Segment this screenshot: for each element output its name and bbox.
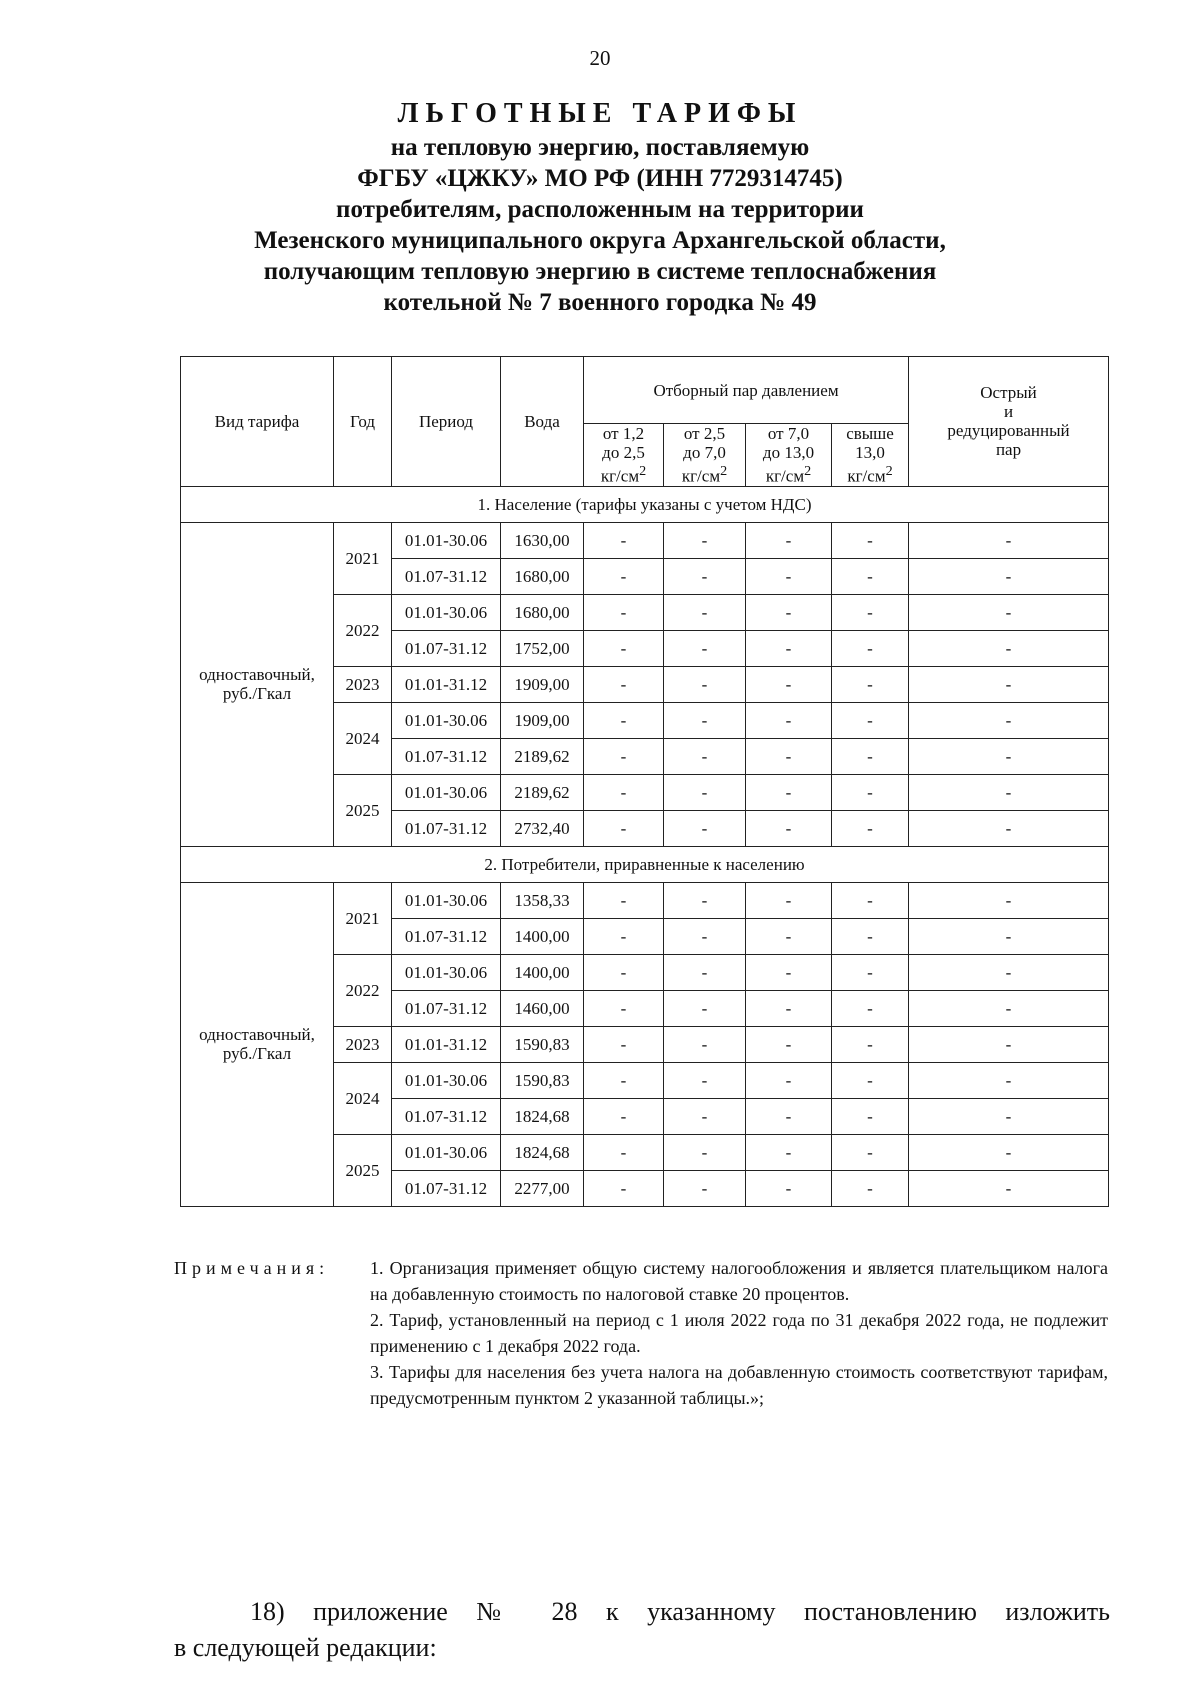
- table-row: [181, 882, 1109, 918]
- period-cell: 01.07-31.12: [392, 918, 501, 954]
- period-cell: 01.01-30.06: [392, 1062, 501, 1098]
- pressure-4-cell: -: [832, 1098, 909, 1134]
- pressure-4-cell: -: [832, 702, 909, 738]
- pressure-1-cell: -: [584, 630, 664, 666]
- pressure-4-cell: -: [832, 1062, 909, 1098]
- pressure-1-cell: -: [584, 1134, 664, 1170]
- tariff-type-cell: [181, 882, 334, 1206]
- pressure-4-cell: -: [832, 1134, 909, 1170]
- voda-cell: 1460,00: [501, 990, 584, 1026]
- year-cell: 2025: [334, 774, 392, 846]
- section-header-row: [181, 846, 1109, 882]
- note-item-2: 2. Тариф, установленный на период с 1 июля 2022 года по 31 декабря 2022 года, не подлежит применению с 1 декабря 2022 года.: [370, 1310, 1108, 1356]
- table-row: [181, 522, 1109, 558]
- pressure-4-cell: -: [832, 774, 909, 810]
- period-cell: 01.07-31.12: [392, 558, 501, 594]
- voda-cell: 1680,00: [501, 558, 584, 594]
- pressure-2-cell: -: [664, 558, 746, 594]
- pressure-3-cell: -: [746, 1062, 832, 1098]
- pressure-2-cell: -: [664, 1026, 746, 1062]
- pressure-4-cell: -: [832, 738, 909, 774]
- ostryi-par-cell: -: [909, 1098, 1109, 1134]
- year-cell: 2024: [334, 1062, 392, 1134]
- pressure-2-cell: -: [664, 594, 746, 630]
- ostryi-par-cell: -: [909, 774, 1109, 810]
- paragraph-line-1: 18) приложение № 28 к указанному постановлению изложить: [250, 1597, 1110, 1626]
- period-cell: 01.01-31.12: [392, 1026, 501, 1062]
- pressure-1-cell: -: [584, 702, 664, 738]
- title-line-6: получающим тепловую энергию в системе теплоснабжения: [263, 258, 937, 285]
- pressure-2-cell: -: [664, 702, 746, 738]
- voda-cell: 1400,00: [501, 954, 584, 990]
- pressure-1-cell: -: [584, 594, 664, 630]
- pressure-2-cell: -: [664, 738, 746, 774]
- voda-cell: 2189,62: [501, 738, 584, 774]
- ostryi-par-cell: -: [909, 1062, 1109, 1098]
- pressure-1-cell: -: [584, 1026, 664, 1062]
- pressure-3-cell: -: [746, 738, 832, 774]
- pressure-4-cell: -: [832, 522, 909, 558]
- voda-cell: 1680,00: [501, 594, 584, 630]
- header-voda: Вода: [501, 357, 584, 487]
- voda-cell: 1590,83: [501, 1062, 584, 1098]
- document-title: [60, 96, 1140, 318]
- title-line-3: ФГБУ «ЦЖКУ» МО РФ (ИНН 7729314745): [357, 165, 843, 192]
- year-cell: 2023: [334, 666, 392, 702]
- pressure-4-cell: -: [832, 882, 909, 918]
- pressure-3-cell: -: [746, 1098, 832, 1134]
- header-period: Период: [392, 357, 501, 487]
- pressure-4-cell: -: [832, 558, 909, 594]
- pressure-3-cell: -: [746, 1170, 832, 1206]
- pressure-1-cell: -: [584, 558, 664, 594]
- pressure-1-cell: -: [584, 810, 664, 846]
- pressure-3-cell: -: [746, 666, 832, 702]
- ostryi-par-cell: -: [909, 1026, 1109, 1062]
- notes-block: [174, 1255, 1108, 1411]
- ostryi-par-cell: -: [909, 918, 1109, 954]
- ostryi-par-cell: -: [909, 810, 1109, 846]
- pressure-3-cell: -: [746, 918, 832, 954]
- pressure-4-cell: -: [832, 630, 909, 666]
- pressure-3-cell: -: [746, 702, 832, 738]
- pressure-3-cell: -: [746, 810, 832, 846]
- title-line-5: Мезенского муниципального округа Архангельской области,: [254, 227, 946, 254]
- section-header-row: [181, 486, 1109, 522]
- period-cell: 01.01-30.06: [392, 954, 501, 990]
- period-cell: 01.07-31.12: [392, 630, 501, 666]
- title-line-7: котельной № 7 военного городка № 49: [383, 289, 817, 316]
- header-pressure-1: от 1,2 до 2,5 $кг/см^2$: [584, 424, 664, 487]
- period-cell: 01.01-31.12: [392, 666, 501, 702]
- year-cell: 2022: [334, 954, 392, 1026]
- notes-label: Примечания:: [174, 1258, 330, 1278]
- pressure-4-cell: -: [832, 954, 909, 990]
- pressure-2-cell: -: [664, 774, 746, 810]
- pressure-1-cell: -: [584, 954, 664, 990]
- pressure-3-cell: -: [746, 630, 832, 666]
- pressure-1-cell: -: [584, 1098, 664, 1134]
- pressure-1-cell: -: [584, 990, 664, 1026]
- section-title: 1. Население (тарифы указаны с учетом НДС): [181, 486, 1109, 522]
- ostryi-par-cell: -: [909, 990, 1109, 1026]
- tariff-type-line: одноставочный,: [199, 1025, 315, 1045]
- pressure-2-cell: -: [664, 1134, 746, 1170]
- pressure-3-cell: -: [746, 882, 832, 918]
- ostryi-par-cell: -: [909, 882, 1109, 918]
- pressure-3-cell: -: [746, 774, 832, 810]
- pressure-2-cell: -: [664, 522, 746, 558]
- year-cell: 2024: [334, 702, 392, 774]
- ostryi-par-cell: -: [909, 1134, 1109, 1170]
- voda-cell: 1824,68: [501, 1134, 584, 1170]
- period-cell: 01.01-30.06: [392, 702, 501, 738]
- pressure-4-cell: -: [832, 810, 909, 846]
- voda-cell: 1824,68: [501, 1098, 584, 1134]
- tariff-type-cell: [181, 522, 334, 846]
- period-cell: 01.01-30.06: [392, 774, 501, 810]
- pressure-4-cell: -: [832, 666, 909, 702]
- pressure-1-cell: -: [584, 522, 664, 558]
- ostryi-par-cell: -: [909, 666, 1109, 702]
- period-cell: 01.01-30.06: [392, 882, 501, 918]
- pressure-2-cell: -: [664, 990, 746, 1026]
- header-god: Год: [334, 357, 392, 487]
- pressure-1-cell: -: [584, 882, 664, 918]
- header-ostryi-par: Острый и редуцированный пар: [909, 357, 1109, 487]
- pressure-1-cell: -: [584, 738, 664, 774]
- pressure-4-cell: -: [832, 594, 909, 630]
- header-pressure-4: свыше 13,0 $кг/см^2$: [832, 424, 909, 487]
- pressure-1-cell: -: [584, 918, 664, 954]
- title-line-1: ЛЬГОТНЫЕ ТАРИФЫ: [397, 98, 803, 129]
- pressure-2-cell: -: [664, 810, 746, 846]
- year-cell: 2023: [334, 1026, 392, 1062]
- pressure-4-cell: -: [832, 1170, 909, 1206]
- period-cell: 01.01-30.06: [392, 1134, 501, 1170]
- tariff-unit-line: руб./Гкал: [222, 684, 292, 704]
- pressure-3-cell: -: [746, 594, 832, 630]
- pressure-1-cell: -: [584, 1062, 664, 1098]
- pressure-4-cell: -: [832, 990, 909, 1026]
- voda-cell: 1358,33: [501, 882, 584, 918]
- title-line-2: на тепловую энергию, поставляемую: [390, 134, 810, 161]
- period-cell: 01.07-31.12: [392, 1170, 501, 1206]
- closing-paragraph: [174, 1594, 1110, 1666]
- ostryi-par-cell: -: [909, 702, 1109, 738]
- year-cell: 2021: [334, 522, 392, 594]
- year-cell: 2022: [334, 594, 392, 666]
- pressure-3-cell: -: [746, 558, 832, 594]
- header-vid-tarifa: Вид тарифа: [181, 357, 334, 487]
- pressure-3-cell: -: [746, 522, 832, 558]
- pressure-2-cell: -: [664, 1098, 746, 1134]
- period-cell: 01.07-31.12: [392, 990, 501, 1026]
- pressure-2-cell: -: [664, 918, 746, 954]
- pressure-2-cell: -: [664, 882, 746, 918]
- voda-cell: 2277,00: [501, 1170, 584, 1206]
- tariff-type-line: одноставочный,: [199, 665, 315, 685]
- ostryi-par-cell: -: [909, 1170, 1109, 1206]
- pressure-3-cell: -: [746, 1026, 832, 1062]
- voda-cell: 1752,00: [501, 630, 584, 666]
- year-cell: 2021: [334, 882, 392, 954]
- ostryi-par-cell: -: [909, 954, 1109, 990]
- pressure-3-cell: -: [746, 1134, 832, 1170]
- period-cell: 01.07-31.12: [392, 810, 501, 846]
- pressure-2-cell: -: [664, 666, 746, 702]
- pressure-3-cell: -: [746, 954, 832, 990]
- paragraph-line-2: в следующей редакции:: [174, 1633, 437, 1662]
- ostryi-par-cell: -: [909, 630, 1109, 666]
- period-cell: 01.01-30.06: [392, 522, 501, 558]
- voda-cell: 2732,40: [501, 810, 584, 846]
- ostryi-par-cell: -: [909, 522, 1109, 558]
- tariff-unit-line: руб./Гкал: [222, 1044, 292, 1064]
- voda-cell: 1909,00: [501, 702, 584, 738]
- period-cell: 01.07-31.12: [392, 1098, 501, 1134]
- voda-cell: 1400,00: [501, 918, 584, 954]
- header-otbornyi-par: Отборный пар давлением: [584, 357, 909, 424]
- ostryi-par-cell: -: [909, 594, 1109, 630]
- voda-cell: 1590,83: [501, 1026, 584, 1062]
- section-title: 2. Потребители, приравненные к населению: [181, 846, 1109, 882]
- pressure-1-cell: -: [584, 1170, 664, 1206]
- voda-cell: 1909,00: [501, 666, 584, 702]
- page-number: 20: [589, 46, 611, 70]
- pressure-2-cell: -: [664, 630, 746, 666]
- note-item-3: 3. Тарифы для населения без учета налога на добавленную стоимость соответствуют тарифам, предусмотренным пунктом 2 указанной таблицы.»;: [370, 1362, 1108, 1408]
- header-pressure-3: от 7,0 до 13,0 $кг/см^2$: [746, 424, 832, 487]
- pressure-4-cell: -: [832, 1026, 909, 1062]
- pressure-3-cell: -: [746, 990, 832, 1026]
- pressure-2-cell: -: [664, 954, 746, 990]
- pressure-4-cell: -: [832, 918, 909, 954]
- pressure-1-cell: -: [584, 666, 664, 702]
- pressure-1-cell: -: [584, 774, 664, 810]
- tariff-table: [180, 356, 1109, 1207]
- pressure-2-cell: -: [664, 1062, 746, 1098]
- ostryi-par-cell: -: [909, 558, 1109, 594]
- title-line-4: потребителям, расположенным на территории: [336, 196, 864, 223]
- voda-cell: 2189,62: [501, 774, 584, 810]
- ostryi-par-cell: -: [909, 738, 1109, 774]
- period-cell: 01.01-30.06: [392, 594, 501, 630]
- year-cell: 2025: [334, 1134, 392, 1206]
- pressure-2-cell: -: [664, 1170, 746, 1206]
- voda-cell: 1630,00: [501, 522, 584, 558]
- period-cell: 01.07-31.12: [392, 738, 501, 774]
- header-pressure-2: от 2,5 до 7,0 $кг/см^2$: [664, 424, 746, 487]
- note-item-1: 1. Организация применяет общую систему налогообложения и является плательщиком налога на добавленную стоимость по налоговой ставке 20 процентов.: [370, 1258, 1108, 1304]
